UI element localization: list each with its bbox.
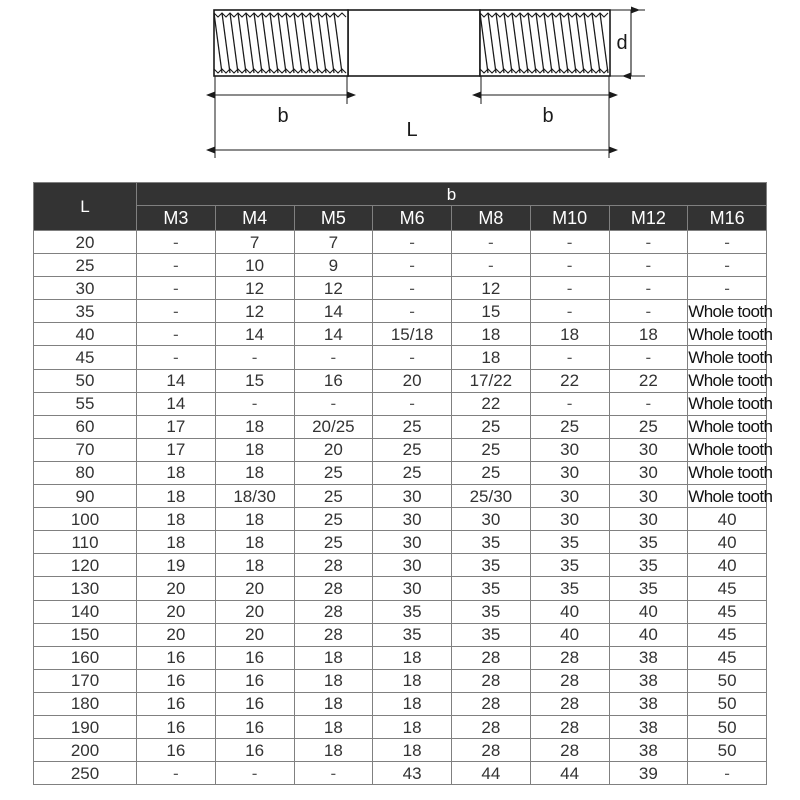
cell-length: 170 (34, 669, 137, 692)
cell-m8: 15 (452, 300, 531, 323)
cell-m5: 20/25 (294, 415, 373, 438)
cell-length: 80 (34, 461, 137, 484)
cell-length: 45 (34, 346, 137, 369)
cell-m10: 28 (530, 669, 609, 692)
cell-m3: 16 (137, 715, 216, 738)
cell-m8: 28 (452, 715, 531, 738)
cell-m10: - (530, 277, 609, 300)
cell-m8: 25 (452, 438, 531, 461)
table-row (34, 346, 767, 369)
table-row (34, 392, 767, 415)
table-row (34, 646, 767, 669)
cell-m12: 30 (609, 485, 688, 508)
cell-m16: Whole tooth (688, 485, 767, 508)
cell-m16: 50 (688, 692, 767, 715)
cell-m8: 25 (452, 415, 531, 438)
cell-m12: 38 (609, 669, 688, 692)
cell-length: 35 (34, 300, 137, 323)
cell-m10: - (530, 392, 609, 415)
table-row (34, 323, 767, 346)
column-header-m4: M4 (215, 206, 294, 231)
cell-m5: 9 (294, 254, 373, 277)
thread-length-spec-table (33, 182, 773, 785)
cell-m12: 40 (609, 623, 688, 646)
cell-m16: - (688, 277, 767, 300)
cell-m5: 25 (294, 485, 373, 508)
cell-m4: 18 (215, 508, 294, 531)
cell-length: 190 (34, 715, 137, 738)
table-row (34, 277, 767, 300)
cell-m10: 30 (530, 438, 609, 461)
cell-m16: 45 (688, 623, 767, 646)
cell-m3: 18 (137, 461, 216, 484)
cell-m12: - (609, 346, 688, 369)
cell-m12: 38 (609, 715, 688, 738)
table-row (34, 669, 767, 692)
dimension-b-left (215, 76, 347, 158)
cell-m6: 30 (373, 508, 452, 531)
cell-m16: - (688, 254, 767, 277)
table-row (34, 554, 767, 577)
cell-m3: 18 (137, 485, 216, 508)
cell-length: 50 (34, 369, 137, 392)
cell-length: 200 (34, 739, 137, 762)
cell-length: 100 (34, 508, 137, 531)
cell-m12: 35 (609, 531, 688, 554)
table-row (34, 415, 767, 438)
cell-m6: 35 (373, 623, 452, 646)
cell-m5: 14 (294, 300, 373, 323)
table-row (34, 461, 767, 484)
cell-m3: 20 (137, 623, 216, 646)
cell-m8: 28 (452, 739, 531, 762)
header-row-group (34, 183, 767, 206)
cell-m5: - (294, 346, 373, 369)
cell-m5: 18 (294, 646, 373, 669)
cell-m5: 18 (294, 692, 373, 715)
cell-m6: 15/18 (373, 323, 452, 346)
cell-m6: 25 (373, 415, 452, 438)
cell-m6: - (373, 392, 452, 415)
cell-m16: 50 (688, 739, 767, 762)
cell-m8: 25 (452, 461, 531, 484)
cell-length: 250 (34, 762, 137, 785)
cell-m12: - (609, 392, 688, 415)
cell-m8: 28 (452, 669, 531, 692)
dimension-L-label: L (406, 119, 418, 141)
cell-m16: 40 (688, 508, 767, 531)
cell-m4: 16 (215, 669, 294, 692)
cell-m6: 43 (373, 762, 452, 785)
cell-m10: 35 (530, 554, 609, 577)
cell-m16: Whole tooth (688, 392, 767, 415)
cell-m3: - (137, 254, 216, 277)
cell-length: 130 (34, 577, 137, 600)
cell-length: 60 (34, 415, 137, 438)
cell-m5: 28 (294, 623, 373, 646)
cell-m6: 18 (373, 692, 452, 715)
stud-bolt-diagram (0, 0, 800, 172)
cell-m4: 7 (215, 231, 294, 254)
cell-m5: 7 (294, 231, 373, 254)
cell-m8: 12 (452, 277, 531, 300)
cell-m4: - (215, 346, 294, 369)
table-row (34, 600, 767, 623)
cell-m6: 30 (373, 485, 452, 508)
cell-m6: 30 (373, 577, 452, 600)
cell-length: 90 (34, 485, 137, 508)
cell-m8: 28 (452, 692, 531, 715)
cell-m5: 28 (294, 577, 373, 600)
cell-m6: - (373, 300, 452, 323)
cell-m5: 18 (294, 669, 373, 692)
cell-m16: 50 (688, 669, 767, 692)
cell-m5: 14 (294, 323, 373, 346)
column-header-m16: M16 (688, 206, 767, 231)
cell-m16: 40 (688, 531, 767, 554)
cell-m3: 16 (137, 739, 216, 762)
cell-m10: 40 (530, 623, 609, 646)
cell-m12: - (609, 300, 688, 323)
cell-length: 20 (34, 231, 137, 254)
cell-m10: 35 (530, 577, 609, 600)
cell-m12: 35 (609, 554, 688, 577)
cell-length: 160 (34, 646, 137, 669)
cell-m16: Whole tooth (688, 369, 767, 392)
table-row (34, 623, 767, 646)
column-header-m5: M5 (294, 206, 373, 231)
cell-m5: 18 (294, 739, 373, 762)
cell-m8: 35 (452, 531, 531, 554)
cell-m12: 38 (609, 692, 688, 715)
cell-m10: 30 (530, 485, 609, 508)
cell-m4: 18/30 (215, 485, 294, 508)
technical-drawing (0, 0, 800, 172)
dimension-b-left-label: b (277, 105, 289, 127)
cell-m12: 30 (609, 438, 688, 461)
cell-m12: 39 (609, 762, 688, 785)
cell-m3: 14 (137, 369, 216, 392)
cell-m10: 30 (530, 508, 609, 531)
cell-m3: - (137, 762, 216, 785)
cell-m6: - (373, 254, 452, 277)
cell-m8: 18 (452, 323, 531, 346)
cell-m16: Whole tooth (688, 415, 767, 438)
cell-length: 30 (34, 277, 137, 300)
cell-m4: 20 (215, 577, 294, 600)
cell-m3: 16 (137, 646, 216, 669)
cell-m5: 28 (294, 600, 373, 623)
cell-m6: - (373, 277, 452, 300)
cell-m8: 22 (452, 392, 531, 415)
cell-m10: 18 (530, 323, 609, 346)
cell-m4: 20 (215, 600, 294, 623)
cell-m12: 40 (609, 600, 688, 623)
shank-section (348, 10, 480, 76)
cell-m4: 12 (215, 300, 294, 323)
cell-m5: 28 (294, 554, 373, 577)
cell-m12: 25 (609, 415, 688, 438)
cell-m4: 18 (215, 461, 294, 484)
cell-m8: 35 (452, 577, 531, 600)
cell-m12: 38 (609, 739, 688, 762)
cell-length: 180 (34, 692, 137, 715)
cell-m8: 35 (452, 554, 531, 577)
cell-m5: 12 (294, 277, 373, 300)
cell-m5: 25 (294, 531, 373, 554)
cell-m12: - (609, 254, 688, 277)
table-row (34, 715, 767, 738)
cell-m8: 35 (452, 623, 531, 646)
cell-m5: 25 (294, 508, 373, 531)
cell-m12: 22 (609, 369, 688, 392)
cell-m12: 35 (609, 577, 688, 600)
cell-m3: 20 (137, 577, 216, 600)
cell-length: 70 (34, 438, 137, 461)
cell-m3: - (137, 323, 216, 346)
table-row (34, 508, 767, 531)
cell-length: 110 (34, 531, 137, 554)
column-header-m10: M10 (530, 206, 609, 231)
cell-m8: 30 (452, 508, 531, 531)
left-thread-section (214, 10, 348, 76)
cell-m4: 16 (215, 692, 294, 715)
cell-m5: - (294, 762, 373, 785)
cell-m3: 14 (137, 392, 216, 415)
cell-m10: 25 (530, 415, 609, 438)
cell-m12: 30 (609, 508, 688, 531)
cell-m4: 20 (215, 623, 294, 646)
cell-m16: 45 (688, 600, 767, 623)
cell-m3: 16 (137, 692, 216, 715)
cell-m10: 40 (530, 600, 609, 623)
cell-m4: 16 (215, 646, 294, 669)
cell-m10: 22 (530, 369, 609, 392)
table-row (34, 300, 767, 323)
cell-m6: 25 (373, 461, 452, 484)
cell-m4: 18 (215, 438, 294, 461)
cell-length: 40 (34, 323, 137, 346)
stud-body (214, 10, 610, 76)
column-header-m3: M3 (137, 206, 216, 231)
cell-m3: 20 (137, 600, 216, 623)
cell-m12: - (609, 277, 688, 300)
cell-m10: - (530, 254, 609, 277)
dimension-b-right-label: b (542, 105, 554, 127)
cell-m10: 44 (530, 762, 609, 785)
cell-m5: 18 (294, 715, 373, 738)
table-row (34, 485, 767, 508)
cell-m6: 30 (373, 531, 452, 554)
cell-m6: 30 (373, 554, 452, 577)
column-header-m6: M6 (373, 206, 452, 231)
cell-m12: 18 (609, 323, 688, 346)
cell-m3: 17 (137, 438, 216, 461)
cell-m10: 28 (530, 715, 609, 738)
cell-m8: 28 (452, 646, 531, 669)
cell-m3: - (137, 277, 216, 300)
cell-m16: Whole tooth (688, 461, 767, 484)
cell-m6: - (373, 231, 452, 254)
column-header-L: L (34, 183, 137, 231)
cell-m16: - (688, 231, 767, 254)
column-group-header-b: b (137, 183, 767, 206)
cell-length: 55 (34, 392, 137, 415)
cell-length: 120 (34, 554, 137, 577)
cell-m3: 18 (137, 531, 216, 554)
cell-m6: 35 (373, 600, 452, 623)
column-header-m8: M8 (452, 206, 531, 231)
cell-m12: 38 (609, 646, 688, 669)
right-thread-section (480, 10, 610, 76)
cell-m6: 18 (373, 669, 452, 692)
cell-m16: - (688, 762, 767, 785)
cell-m10: 30 (530, 461, 609, 484)
dimension-d-label: d (616, 32, 628, 54)
cell-m4: 16 (215, 715, 294, 738)
cell-m8: 35 (452, 600, 531, 623)
cell-m16: 40 (688, 554, 767, 577)
cell-m10: 28 (530, 692, 609, 715)
cell-m10: 28 (530, 646, 609, 669)
table-row (34, 369, 767, 392)
cell-m12: - (609, 231, 688, 254)
cell-length: 150 (34, 623, 137, 646)
header-row-sizes (34, 206, 767, 231)
cell-m5: 20 (294, 438, 373, 461)
cell-m16: 50 (688, 715, 767, 738)
cell-m10: 35 (530, 531, 609, 554)
cell-length: 140 (34, 600, 137, 623)
cell-m3: - (137, 300, 216, 323)
table-head (34, 183, 767, 231)
cell-m16: 45 (688, 646, 767, 669)
table-row (34, 692, 767, 715)
cell-m5: - (294, 392, 373, 415)
cell-m4: - (215, 392, 294, 415)
cell-m4: 12 (215, 277, 294, 300)
dimension-b-right (481, 76, 609, 158)
cell-m16: Whole tooth (688, 438, 767, 461)
cell-m4: 18 (215, 554, 294, 577)
cell-m16: Whole tooth (688, 346, 767, 369)
cell-m3: 16 (137, 669, 216, 692)
cell-m6: 18 (373, 646, 452, 669)
cell-m4: 14 (215, 323, 294, 346)
cell-m16: Whole tooth (688, 323, 767, 346)
cell-m10: - (530, 346, 609, 369)
cell-m8: 25/30 (452, 485, 531, 508)
cell-m10: 28 (530, 739, 609, 762)
cell-m8: 17/22 (452, 369, 531, 392)
cell-m10: - (530, 300, 609, 323)
cell-m8: 44 (452, 762, 531, 785)
cell-m12: 30 (609, 461, 688, 484)
spec-table-container (33, 182, 773, 785)
cell-m6: 25 (373, 438, 452, 461)
cell-m3: 18 (137, 508, 216, 531)
cell-m5: 16 (294, 369, 373, 392)
cell-m5: 25 (294, 461, 373, 484)
table-row (34, 254, 767, 277)
cell-length: 25 (34, 254, 137, 277)
cell-m8: 18 (452, 346, 531, 369)
cell-m6: - (373, 346, 452, 369)
cell-m10: - (530, 231, 609, 254)
cell-m4: 18 (215, 415, 294, 438)
cell-m8: - (452, 231, 531, 254)
cell-m16: Whole tooth (688, 300, 767, 323)
cell-m6: 20 (373, 369, 452, 392)
table-row (34, 762, 767, 785)
cell-m6: 18 (373, 715, 452, 738)
column-header-m12: M12 (609, 206, 688, 231)
cell-m3: - (137, 231, 216, 254)
cell-m3: 17 (137, 415, 216, 438)
cell-m6: 18 (373, 739, 452, 762)
table-row (34, 438, 767, 461)
cell-m4: 10 (215, 254, 294, 277)
table-row (34, 531, 767, 554)
cell-m16: 45 (688, 577, 767, 600)
cell-m3: 19 (137, 554, 216, 577)
table-row (34, 739, 767, 762)
cell-m3: - (137, 346, 216, 369)
cell-m4: - (215, 762, 294, 785)
cell-m4: 16 (215, 739, 294, 762)
table-body (34, 231, 773, 785)
table-row (34, 577, 767, 600)
cell-m4: 15 (215, 369, 294, 392)
table-row (34, 231, 767, 254)
cell-m4: 18 (215, 531, 294, 554)
cell-m8: - (452, 254, 531, 277)
